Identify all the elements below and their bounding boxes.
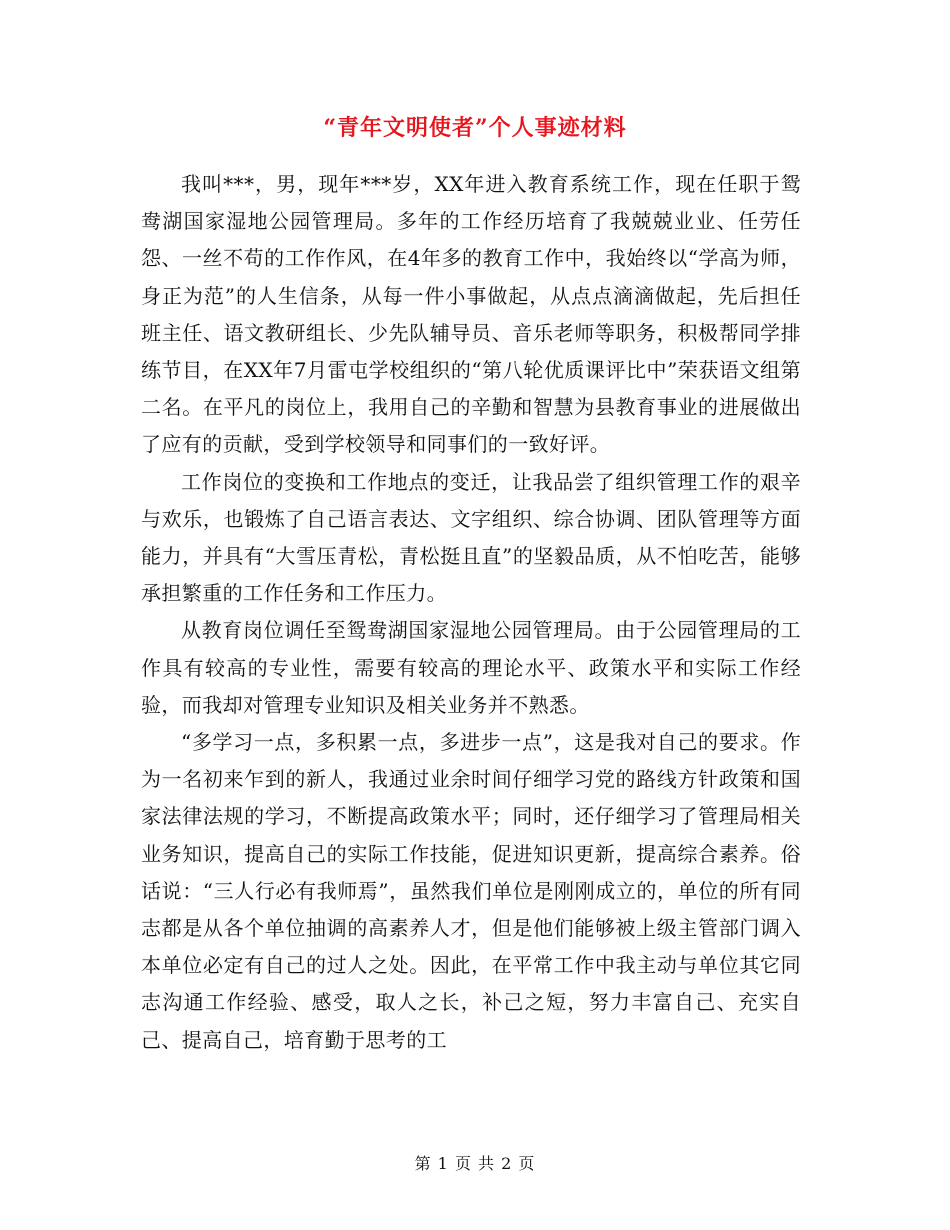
paragraph-2: 工作岗位的变换和工作地点的变迁，让我品尝了组织管理工作的艰辛与欢乐，也锻炼了自己语言表达、文字组织、综合协调、团队管理等方面能力，并具有“大雪压青松，青松挺且直”的坚毅品质，从不怕吃苦，能够承担繁重的工作任务和工作压力。 bbox=[141, 469, 801, 606]
paragraph-3: 从教育岗位调任至鸳鸯湖国家湿地公园管理局。由于公园管理局的工作具有较高的专业性，需要有较高的理论水平、政策水平和实际工作经验，而我却对管理专业知识及相关业务并不熟悉。 bbox=[141, 618, 801, 717]
document-body bbox=[141, 166, 801, 1059]
document-title: “青年文明使者”个人事迹材料 bbox=[323, 115, 627, 141]
paragraph-1: 我叫***，男，现年***岁，XX年进入教育系统工作，现在任职于鸳鸯湖国家湿地公园管理局。多年的工作经历培育了我兢兢业业、任劳任怨、一丝不苟的工作作风，在4年多的教育工作中，我始终以“学高为师，身正为范”的人生信条，从每一件小事做起，从点点滴滴做起，先后担任班主任、语文教研组长、少先队辅导员、音乐老师等职务，积极帮同学排练节目，在XX年7月雷屯学校组织的“第八轮优质课评比中”荣获语文组第二名。在平凡的岗位上，我用自己的辛勤和智慧为县教育事业的进展做出了应有的贡献，受到学校领导和同事们的一致好评。 bbox=[141, 172, 801, 457]
paragraph-4: “多学习一点，多积累一点，多进步一点”，这是我对自己的要求。作为一名初来乍到的新人，我通过业余时间仔细学习党的路线方针政策和国家法律法规的学习，不断提高政策水平；同时，还仔细学习了管理局相关业务知识，提高自己的实际工作技能，促进知识更新，提高综合素养。俗话说：“三人行必有我师焉”，虽然我们单位是刚刚成立的，单位的所有同志都是从各个单位抽调的高素养人才，但是他们能够被上级主管部门调入本单位必定有自己的过人之处。因此，在平常工作中我主动与单位其它同志沟通工作经验、感受，取人之长，补己之短，努力丰富自己、充实自己、提高自己，培育勤于思考的工 bbox=[141, 730, 801, 1052]
page-number-footer: 第 1 页 共 2 页 bbox=[414, 1154, 536, 1173]
